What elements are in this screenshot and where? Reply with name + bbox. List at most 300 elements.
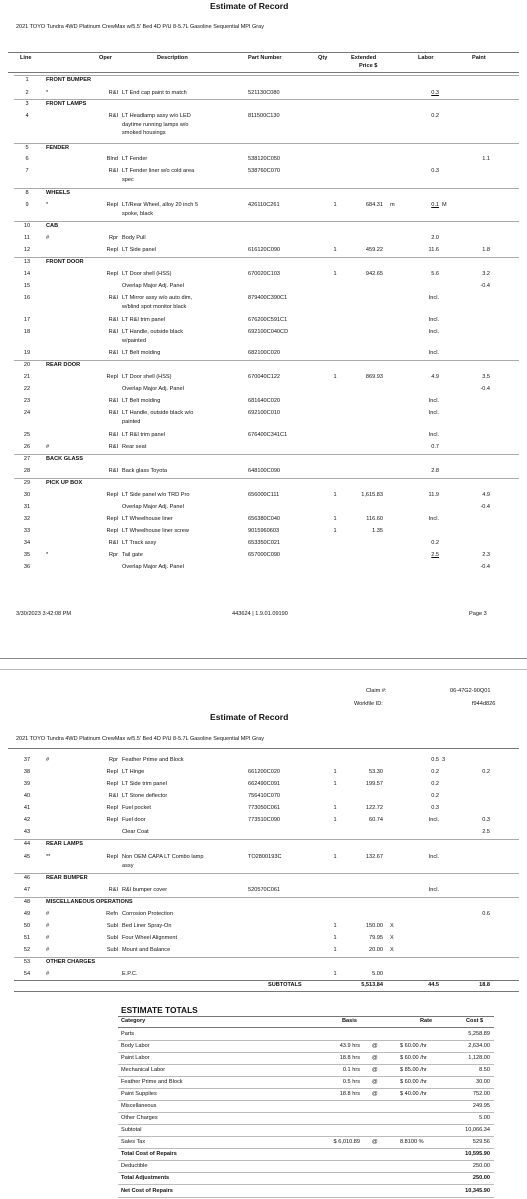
section-heading: FENDER xyxy=(46,145,69,151)
extended-price: 684.31 xyxy=(365,202,383,208)
qty: 1 xyxy=(333,271,337,277)
part-number: 756410C070 xyxy=(248,793,281,799)
qty: 1 xyxy=(333,923,337,929)
labor: Incl. xyxy=(428,516,439,522)
col-header-description: Description xyxy=(157,55,188,61)
section-rule xyxy=(14,143,519,144)
paint: 1.1 xyxy=(482,156,490,162)
paint: 4.9 xyxy=(482,492,490,498)
labor-flag: M xyxy=(442,202,447,208)
oper: R&I xyxy=(108,350,118,356)
line-number: 42 xyxy=(23,817,31,823)
oper: R&I xyxy=(108,887,118,893)
line-number: 50 xyxy=(23,923,31,929)
oper: R&I xyxy=(108,168,118,174)
line-number: 19 xyxy=(23,350,31,356)
footer-id: 443624 | 1.9.01.09190 xyxy=(232,611,288,617)
part-number: 662490C091 xyxy=(248,781,281,787)
oper: Repl xyxy=(106,271,118,277)
totals-cost: 10,066.34 xyxy=(465,1127,490,1133)
paint: -0.4 xyxy=(480,564,490,570)
totals-category: Total Cost of Repairs xyxy=(121,1151,177,1157)
subtotals-paint: 18.8 xyxy=(479,982,490,988)
section-rule xyxy=(14,188,519,189)
oper: R&I xyxy=(108,793,118,799)
oper: Repl xyxy=(106,492,118,498)
totals-rate: $ 60.00 /hr xyxy=(400,1079,427,1085)
totals-row-rule xyxy=(118,1160,494,1161)
labor: Incl. xyxy=(428,329,439,335)
paint: 0.3 xyxy=(482,817,490,823)
part-number: 811500C130 xyxy=(248,113,280,119)
estimate-totals-title: ESTIMATE TOTALS xyxy=(121,1005,198,1015)
part-number: TO2800193C xyxy=(248,854,282,860)
totals-row-rule xyxy=(118,1124,494,1125)
totals-cost: 10,345.90 xyxy=(465,1188,490,1194)
line-number: 24 xyxy=(23,410,31,416)
line-number: 54 xyxy=(23,971,31,977)
oper: R&I xyxy=(108,113,118,119)
totals-row-rule xyxy=(118,1148,494,1149)
totals-row-rule xyxy=(118,1197,494,1198)
line-number: 4 xyxy=(25,113,29,119)
extended-price: 1.35 xyxy=(372,528,383,534)
labor: Incl. xyxy=(428,817,439,823)
description: LT Belt molding xyxy=(122,350,161,356)
oper: Subl xyxy=(106,923,118,929)
line-number: 22 xyxy=(23,386,31,392)
line-number: 33 xyxy=(23,528,31,534)
totals-category: Miscellaneous xyxy=(121,1103,157,1109)
section-heading: REAR LAMPS xyxy=(46,841,83,847)
line-number: 8 xyxy=(25,190,29,196)
description: Feather Prime and Block xyxy=(122,757,184,763)
qty: 1 xyxy=(333,805,337,811)
line-mark: ** xyxy=(46,854,51,860)
part-number: 648100C090 xyxy=(248,468,281,474)
description: smoked housings xyxy=(122,130,166,136)
extended-price: 116.60 xyxy=(366,516,383,522)
line-number: 26 xyxy=(23,444,31,450)
paint: -0.4 xyxy=(480,283,490,289)
description: w/painted xyxy=(122,337,146,344)
line-number: 28 xyxy=(23,468,31,474)
line-number: 35 xyxy=(23,552,31,558)
oper: Subl xyxy=(106,935,118,941)
line-mark: # xyxy=(46,971,50,977)
description: LT Stone deflector xyxy=(122,793,168,799)
line-number: 15 xyxy=(23,283,31,289)
description: daytime running lamps w/o xyxy=(122,121,189,128)
totals-rate: $ 85.00 /hr xyxy=(400,1067,427,1073)
footer-page: Page 3 xyxy=(469,611,487,617)
description: LT Belt molding xyxy=(122,398,161,404)
oper: Repl xyxy=(106,374,118,380)
workfile-value: f944d826 xyxy=(472,701,496,707)
section-rule xyxy=(14,873,519,874)
totals-rate: $ 60.00 /hr xyxy=(400,1043,427,1049)
line-mark: # xyxy=(46,935,50,941)
line-number: 9 xyxy=(25,202,29,208)
description: Rear seat xyxy=(122,444,147,450)
totals-top-rule xyxy=(118,1016,494,1017)
totals-cost: 250.00 xyxy=(472,1163,490,1169)
totals-at: @ xyxy=(372,1043,378,1049)
labor: Incl. xyxy=(428,350,439,356)
totals-cost: 10,595.90 xyxy=(465,1151,490,1157)
description: LT Headlamp assy w/o LED xyxy=(122,113,191,119)
description: LT Side trim panel xyxy=(122,781,167,787)
page1-vehicle: 2021 TOYO Tundra 4WD Platinum CrewMax w/5.5' Bed 4D P/U 8-5.7L Gasoline Sequential MPI Gray xyxy=(16,24,264,30)
labor: 0.3 xyxy=(431,805,439,811)
part-number: 656380C040 xyxy=(248,516,281,522)
totals-basis: 18.8 hrs xyxy=(339,1055,360,1061)
description: spoke, black xyxy=(122,210,154,217)
oper: R&I xyxy=(108,540,118,546)
labor: 0.2 xyxy=(431,769,439,775)
line-number: 40 xyxy=(23,793,31,799)
col-header-oper: Oper xyxy=(99,55,113,61)
oper: Repl xyxy=(106,769,118,775)
totals-row-rule xyxy=(118,1076,494,1077)
line-mark: # xyxy=(46,923,50,929)
part-number: 692100C010 xyxy=(248,410,281,416)
totals-row-rule xyxy=(118,1136,494,1137)
description: Bed Liner Spray-On xyxy=(122,923,172,929)
col-header-line: Line xyxy=(20,55,32,61)
totals-cost: 5.00 xyxy=(479,1115,490,1121)
line-number: 47 xyxy=(23,887,31,893)
line-number: 23 xyxy=(23,398,31,404)
price-flag: X xyxy=(390,923,394,929)
part-number: 520570C061 xyxy=(248,887,281,893)
oper: Repl xyxy=(106,202,118,208)
description: LT Side panel w/o TRD Pro xyxy=(122,492,190,498)
extended-price: 5.00 xyxy=(372,971,383,977)
totals-basis: 0.5 hrs xyxy=(342,1079,360,1085)
description: R&I bumper cover xyxy=(122,887,168,893)
totals-row-rule xyxy=(118,1064,494,1065)
line-number: 1 xyxy=(25,77,29,83)
line-number: 7 xyxy=(25,168,29,174)
description: Tail gate xyxy=(122,552,143,558)
extended-price: 942.65 xyxy=(365,271,383,277)
description: LT Track assy xyxy=(122,540,157,546)
description: Fuel door xyxy=(122,817,146,823)
oper: R&I xyxy=(108,295,118,301)
line-number: 45 xyxy=(23,854,31,860)
line-number: 6 xyxy=(25,156,29,162)
totals-at: @ xyxy=(372,1079,378,1085)
line-number: 25 xyxy=(23,432,31,438)
labor: Incl. xyxy=(428,854,439,860)
description: painted xyxy=(122,418,141,425)
labor: Incl. xyxy=(428,887,439,893)
totals-basis: 43.9 hrs xyxy=(339,1043,360,1049)
description: LT Fender xyxy=(122,156,148,162)
qty: 1 xyxy=(333,202,337,208)
labor-flag: 3 xyxy=(442,757,446,763)
oper: Repl xyxy=(106,247,118,253)
col-header-labor: Labor xyxy=(418,55,434,61)
line-number: 46 xyxy=(23,875,31,881)
oper: Rpr xyxy=(108,235,118,241)
oper: Blnd xyxy=(106,156,118,162)
description: LT/Rear Wheel, alloy 20 inch 5 xyxy=(122,202,199,208)
part-number: 653350C021 xyxy=(248,540,281,546)
line-mark: # xyxy=(46,947,50,953)
qty: 1 xyxy=(333,516,337,522)
section-rule xyxy=(14,957,519,958)
page2-vehicle: 2021 TOYO Tundra 4WD Platinum CrewMax w/5.5' Bed 4D P/U 8-5.7L Gasoline Sequential MPI Gray xyxy=(16,736,264,742)
col-header-part-number: Part Number xyxy=(248,55,282,61)
section-rule xyxy=(14,454,519,455)
totals-cost: 8.50 xyxy=(479,1067,490,1073)
price-flag: X xyxy=(390,947,394,953)
part-number: 670020C103 xyxy=(248,271,281,277)
totals-row-rule xyxy=(118,1172,494,1173)
part-number: 670040C122 xyxy=(248,374,281,380)
totals-cost: 752.00 xyxy=(472,1091,490,1097)
line-number: 21 xyxy=(23,374,31,380)
line-number: 11 xyxy=(24,235,30,241)
workfile-label: Workfile ID: xyxy=(354,701,383,707)
oper: Rpr xyxy=(108,552,118,558)
line-number: 16 xyxy=(23,295,31,301)
totals-row-rule xyxy=(118,1052,494,1053)
description: Overlap Major Adj. Panel xyxy=(122,283,184,289)
oper: R&I xyxy=(108,317,118,323)
qty: 1 xyxy=(333,528,337,534)
part-number: 521130C080 xyxy=(248,90,280,96)
section-heading: REAR DOOR xyxy=(46,362,81,368)
labor: 0.2 xyxy=(431,113,439,119)
section-heading: BACK GLASS xyxy=(46,456,83,462)
labor: 0.2 xyxy=(431,793,439,799)
totals-category: Paint Supplies xyxy=(121,1091,157,1097)
page1-title: Estimate of Record xyxy=(210,1,289,11)
oper: Repl xyxy=(106,805,118,811)
extended-price: 53.30 xyxy=(369,769,383,775)
claim-value: 06-47G2-90Q01 xyxy=(450,688,491,694)
labor: 0.3 xyxy=(431,168,439,174)
description: Body Pull xyxy=(122,235,146,241)
price-flag: m xyxy=(390,202,395,208)
line-number: 37 xyxy=(23,757,31,763)
part-number: 682100C020 xyxy=(248,350,281,356)
labor: 0.1 xyxy=(431,202,439,208)
extended-price: 459.22 xyxy=(365,247,383,253)
totals-cost: 1,128.00 xyxy=(468,1055,490,1061)
line-number: 12 xyxy=(23,247,31,253)
description: LT Wheelhouse liner screw xyxy=(122,528,189,534)
paint: 3.2 xyxy=(482,271,490,277)
line-number: 44 xyxy=(23,841,31,847)
section-rule xyxy=(14,360,519,361)
section-heading: PICK UP BOX xyxy=(46,480,83,486)
extended-price: 132.67 xyxy=(365,854,383,860)
extended-price: 20.00 xyxy=(369,947,383,953)
labor: Incl. xyxy=(428,317,439,323)
section-heading: FRONT BUMPER xyxy=(46,77,92,83)
labor: 11.9 xyxy=(428,492,439,498)
qty: 1 xyxy=(333,492,337,498)
line-mark: # xyxy=(46,235,50,241)
part-number: 773510C090 xyxy=(248,817,281,823)
description: LT Hinge xyxy=(122,769,145,775)
header-bottom-rule xyxy=(8,72,519,73)
description: LT R&I trim panel xyxy=(122,432,166,438)
oper: R&I xyxy=(108,329,118,335)
description: LT Door shell (HSS) xyxy=(122,271,172,277)
description: LT Fender liner w/o cold area xyxy=(122,168,195,174)
line-number: 51 xyxy=(23,935,31,941)
description: Mount and Balance xyxy=(122,947,171,953)
subtotals-price: 5,513.84 xyxy=(361,982,383,988)
section-rule xyxy=(14,75,519,76)
subtotal-bottom-rule xyxy=(14,991,519,992)
page2-top-rule xyxy=(8,748,519,749)
line-number: 29 xyxy=(23,480,31,486)
oper: Repl xyxy=(106,817,118,823)
description: Corrosion Protection xyxy=(122,911,173,917)
paint: 1.8 xyxy=(482,247,490,253)
description: Overlap Major Adj. Panel xyxy=(122,564,184,570)
extended-price: 1,615.83 xyxy=(361,492,383,498)
part-number: 657000C090 xyxy=(248,552,281,558)
extended-price: 79.95 xyxy=(369,935,383,941)
part-number: 661200C020 xyxy=(248,769,281,775)
price-flag: X xyxy=(390,935,394,941)
line-number: 48 xyxy=(23,899,31,905)
labor: 0.5 xyxy=(431,757,439,763)
section-rule xyxy=(14,221,519,222)
totals-category: Sales Tax xyxy=(121,1139,146,1145)
qty: 1 xyxy=(333,769,337,775)
part-number: 656000C111 xyxy=(248,492,280,498)
totals-header-rate: Rate xyxy=(420,1018,433,1024)
oper: R&I xyxy=(108,468,118,474)
header-top-rule xyxy=(8,52,519,53)
description: Four Wheel Alignment xyxy=(122,935,178,941)
footer-date: 3/30/2023 3:42:08 PM xyxy=(16,611,72,617)
totals-category: Deductible xyxy=(121,1163,148,1169)
part-number: 9015960603 xyxy=(248,528,280,534)
description: Back glass Toyota xyxy=(122,468,167,474)
labor: 0.2 xyxy=(431,781,439,787)
paint: 2.3 xyxy=(482,552,490,558)
oper: Subl xyxy=(106,947,118,953)
labor: Incl. xyxy=(428,432,439,438)
description: Fuel pocket xyxy=(122,805,151,811)
section-heading: OTHER CHARGES xyxy=(46,959,96,965)
totals-at: @ xyxy=(372,1091,378,1097)
description: Overlap Major Adj. Panel xyxy=(122,386,184,392)
oper: Repl xyxy=(106,528,118,534)
paint: 3.5 xyxy=(482,374,490,380)
totals-cost: 249.95 xyxy=(472,1103,490,1109)
line-number: 5 xyxy=(25,145,29,151)
totals-category: Parts xyxy=(121,1031,135,1037)
part-number: 538760C070 xyxy=(248,168,281,174)
labor: 5.6 xyxy=(431,271,439,277)
oper: R&I xyxy=(108,444,118,450)
claim-label: Claim #: xyxy=(366,688,387,694)
description: LT Mirror assy w/o auto dim, xyxy=(122,295,193,301)
page-separator xyxy=(0,658,527,670)
qty: 1 xyxy=(333,374,337,380)
line-number: 30 xyxy=(23,492,31,498)
totals-category: Other Charges xyxy=(121,1115,158,1121)
labor: 0.3 xyxy=(431,90,439,96)
totals-row-rule xyxy=(118,1040,494,1041)
line-number: 49 xyxy=(23,911,31,917)
labor: 4.9 xyxy=(431,374,439,380)
totals-row-rule xyxy=(118,1088,494,1089)
qty: 1 xyxy=(333,971,337,977)
labor: 2.0 xyxy=(431,235,439,241)
part-number: 616120C090 xyxy=(248,247,281,253)
totals-header-cost: Cost $ xyxy=(466,1018,484,1024)
part-number: 676400C341C1 xyxy=(248,432,288,438)
col-header-price: Price $ xyxy=(359,63,378,69)
line-number: 31 xyxy=(23,504,31,510)
section-heading: FRONT LAMPS xyxy=(46,101,87,107)
part-number: 676200C591C1 xyxy=(248,317,288,323)
totals-category: Subtotal xyxy=(121,1127,142,1133)
totals-cost: 529.56 xyxy=(472,1139,490,1145)
line-number: 52 xyxy=(23,947,31,953)
paint: -0.4 xyxy=(480,504,490,510)
totals-row-rule xyxy=(118,1112,494,1113)
col-header-extended: Extended xyxy=(351,55,377,61)
paint: -0.4 xyxy=(480,386,490,392)
extended-price: 869.93 xyxy=(365,374,383,380)
description: spec xyxy=(122,176,134,183)
description: LT Handle, outside black xyxy=(122,329,184,335)
totals-category: Mechanical Labor xyxy=(121,1067,166,1073)
description: LT Wheelhouse liner xyxy=(122,516,173,522)
oper: R&I xyxy=(108,432,118,438)
line-mark: # xyxy=(46,757,50,763)
totals-basis: $ 6,010.89 xyxy=(333,1139,360,1145)
section-rule xyxy=(14,897,519,898)
line-number: 38 xyxy=(23,769,31,775)
totals-category: Net Cost of Repairs xyxy=(121,1188,173,1194)
totals-cost: 250.00 xyxy=(472,1175,490,1181)
line-number: 14 xyxy=(23,271,31,277)
qty: 1 xyxy=(333,854,337,860)
line-mark: # xyxy=(46,911,50,917)
labor: 2.8 xyxy=(431,468,439,474)
line-number: 36 xyxy=(23,564,31,570)
section-heading: FRONT DOOR xyxy=(46,259,84,265)
totals-header-rule xyxy=(118,1027,494,1028)
description: LT R&I trim panel xyxy=(122,317,166,323)
labor: 0.7 xyxy=(431,444,439,450)
qty: 1 xyxy=(333,935,337,941)
totals-at: @ xyxy=(372,1139,378,1145)
qty: 1 xyxy=(333,817,337,823)
page2-title: Estimate of Record xyxy=(210,712,289,722)
section-rule xyxy=(14,839,519,840)
description: w/blind spot monitor black xyxy=(122,303,187,310)
qty: 1 xyxy=(333,947,337,953)
totals-rate: $ 60.00 /hr xyxy=(400,1055,427,1061)
line-mark: # xyxy=(46,444,50,450)
oper: Repl xyxy=(106,516,118,522)
totals-basis: 18.8 hrs xyxy=(339,1091,360,1097)
